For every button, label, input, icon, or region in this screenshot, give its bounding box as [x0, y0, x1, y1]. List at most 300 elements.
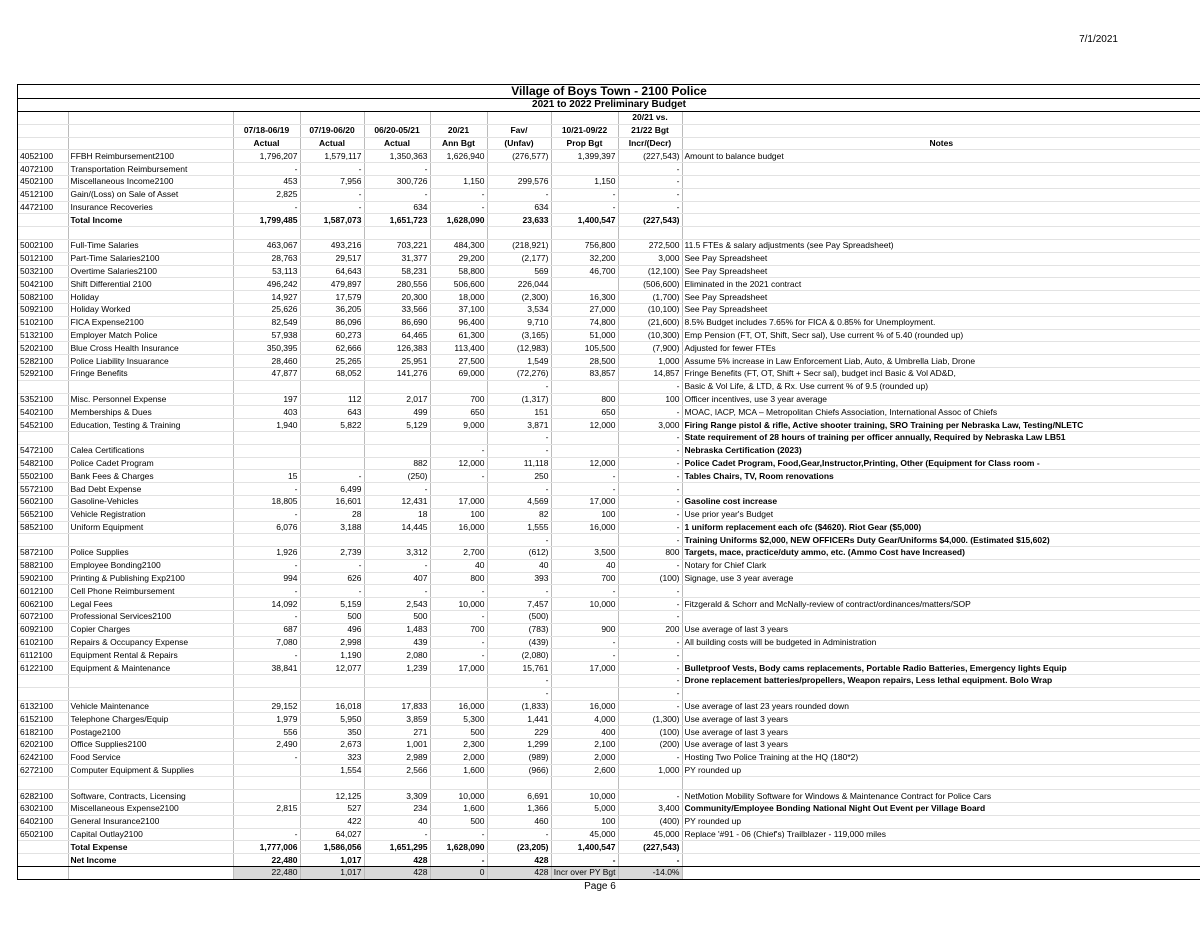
table-row: [18, 380, 1200, 393]
fav-unfav-cell: 1,366: [487, 803, 551, 816]
proposed-budget-cell: 1,150: [551, 175, 618, 188]
actual-2021-cell: [364, 431, 430, 444]
table-row: [18, 291, 1200, 304]
line-item-cell: [68, 687, 233, 700]
actual-2020-cell: [300, 687, 364, 700]
fav-unfav-cell: 428: [487, 867, 551, 879]
notes-cell: Firing Range pistol & rifle, Active shooter training, SRO Training per Nebraska Law, Testing/NLETC: [682, 419, 1200, 432]
account-code-cell: [18, 214, 68, 227]
column-header: [18, 124, 68, 137]
incr-decr-cell: (227,543): [618, 150, 682, 163]
proposed-budget-cell: [551, 227, 618, 240]
actual-2019-cell: 556: [233, 726, 300, 739]
account-code-cell: 6122100: [18, 662, 68, 675]
incr-decr-cell: -: [618, 457, 682, 470]
account-code-cell: 6282100: [18, 790, 68, 803]
notes-cell: [682, 201, 1200, 214]
line-item-cell: General Insurance2100: [68, 815, 233, 828]
actual-2019-cell: -: [233, 163, 300, 176]
report-subtitle: 2021 to 2022 Preliminary Budget: [18, 99, 1200, 112]
table-row: [18, 559, 1200, 572]
fav-unfav-cell: -: [487, 483, 551, 496]
actual-2020-cell: 36,205: [300, 303, 364, 316]
summary-row: [18, 867, 1200, 879]
column-header: [682, 124, 1200, 137]
actual-2019-cell: 7,080: [233, 636, 300, 649]
account-code-cell: 5012100: [18, 252, 68, 265]
line-item-cell: Gain/(Loss) on Sale of Asset: [68, 188, 233, 201]
fav-unfav-cell: 6,691: [487, 790, 551, 803]
column-header: [68, 137, 233, 150]
actual-2019-cell: -: [233, 201, 300, 214]
actual-2019-cell: 2,490: [233, 739, 300, 752]
account-code-cell: 5882100: [18, 559, 68, 572]
fav-unfav-cell: (1,317): [487, 393, 551, 406]
actual-2019-cell: 1,777,006: [233, 841, 300, 854]
incr-decr-cell: (21,600): [618, 316, 682, 329]
annual-budget-cell: 10,000: [430, 790, 487, 803]
table-row: [18, 342, 1200, 355]
actual-2021-cell: [364, 534, 430, 547]
fav-unfav-cell: 151: [487, 406, 551, 419]
column-header: [430, 112, 487, 124]
annual-budget-cell: 650: [430, 406, 487, 419]
notes-cell: Notary for Chief Clark: [682, 559, 1200, 572]
header-row: [18, 124, 1200, 137]
actual-2019-cell: 350,395: [233, 342, 300, 355]
actual-2021-cell: -: [364, 483, 430, 496]
annual-budget-cell: 58,800: [430, 265, 487, 278]
line-item-cell: Employee Bonding2100: [68, 559, 233, 572]
notes-cell: Nebraska Certification (2023): [682, 444, 1200, 457]
actual-2019-cell: 2,815: [233, 803, 300, 816]
column-header: Ann Bgt: [430, 137, 487, 150]
account-code-cell: 4512100: [18, 188, 68, 201]
actual-2019-cell: 6,076: [233, 521, 300, 534]
fav-unfav-cell: 15,761: [487, 662, 551, 675]
table-row: [18, 278, 1200, 291]
account-code-cell: 6202100: [18, 739, 68, 752]
notes-cell: Drone replacement batteries/propellers, Weapon repairs, Less lethal equipment. Bolo Wrap: [682, 675, 1200, 688]
annual-budget-cell: -: [430, 201, 487, 214]
actual-2021-cell: 428: [364, 867, 430, 879]
account-code-cell: 5292100: [18, 367, 68, 380]
incr-decr-cell: -: [618, 611, 682, 624]
actual-2021-cell: 280,556: [364, 278, 430, 291]
line-item-cell: Telephone Charges/Equip: [68, 713, 233, 726]
actual-2019-cell: 687: [233, 623, 300, 636]
actual-2019-cell: 1,926: [233, 547, 300, 560]
notes-cell: [682, 163, 1200, 176]
column-header: [18, 137, 68, 150]
notes-cell: Community/Employee Bonding National Night Out Event per Village Board: [682, 803, 1200, 816]
incr-decr-cell: (200): [618, 739, 682, 752]
account-code-cell: 5602100: [18, 495, 68, 508]
actual-2021-cell: 882: [364, 457, 430, 470]
table-row: [18, 777, 1200, 790]
incr-decr-cell: -: [618, 201, 682, 214]
fav-unfav-cell: (612): [487, 547, 551, 560]
account-code-cell: [18, 687, 68, 700]
account-code-cell: [18, 777, 68, 790]
proposed-budget-cell: 17,000: [551, 495, 618, 508]
annual-budget-cell: 12,000: [430, 457, 487, 470]
actual-2020-cell: 60,273: [300, 329, 364, 342]
account-code-cell: [18, 534, 68, 547]
table-row: [18, 790, 1200, 803]
annual-budget-cell: 17,000: [430, 495, 487, 508]
actual-2019-cell: [233, 431, 300, 444]
actual-2019-cell: 197: [233, 393, 300, 406]
column-header: (Unfav): [487, 137, 551, 150]
line-item-cell: Police Liability Insuarance: [68, 355, 233, 368]
account-code-cell: 6072100: [18, 611, 68, 624]
line-item-cell: [68, 867, 233, 879]
notes-cell: [682, 687, 1200, 700]
table-row: [18, 636, 1200, 649]
incr-decr-cell: -: [618, 495, 682, 508]
actual-2021-cell: 407: [364, 572, 430, 585]
column-header: 07/18-06/19: [233, 124, 300, 137]
fav-unfav-cell: (783): [487, 623, 551, 636]
account-code-cell: 6092100: [18, 623, 68, 636]
line-item-cell: [68, 380, 233, 393]
line-item-cell: Memberships & Dues: [68, 406, 233, 419]
annual-budget-cell: [430, 380, 487, 393]
actual-2020-cell: -: [300, 559, 364, 572]
line-item-cell: Total Income: [68, 214, 233, 227]
table-row: [18, 521, 1200, 534]
actual-2019-cell: 463,067: [233, 239, 300, 252]
actual-2020-cell: 5,159: [300, 598, 364, 611]
incr-decr-cell: -: [618, 649, 682, 662]
actual-2020-cell: 3,188: [300, 521, 364, 534]
actual-2021-cell: 58,231: [364, 265, 430, 278]
table-row: [18, 611, 1200, 624]
notes-cell: PY rounded up: [682, 764, 1200, 777]
actual-2020-cell: 7,956: [300, 175, 364, 188]
actual-2020-cell: 422: [300, 815, 364, 828]
actual-2021-cell: 1,651,295: [364, 841, 430, 854]
fav-unfav-cell: 634: [487, 201, 551, 214]
actual-2019-cell: -: [233, 828, 300, 841]
proposed-budget-cell: [551, 163, 618, 176]
annual-budget-cell: [430, 534, 487, 547]
annual-budget-cell: 96,400: [430, 316, 487, 329]
notes-cell: [682, 227, 1200, 240]
fav-unfav-cell: [487, 227, 551, 240]
actual-2019-cell: 25,626: [233, 303, 300, 316]
fav-unfav-cell: 250: [487, 470, 551, 483]
proposed-budget-cell: 10,000: [551, 598, 618, 611]
actual-2019-cell: 453: [233, 175, 300, 188]
proposed-budget-cell: -: [551, 636, 618, 649]
line-item-cell: Printing & Publishing Exp2100: [68, 572, 233, 585]
actual-2020-cell: [300, 534, 364, 547]
line-item-cell: Shift Differential 2100: [68, 278, 233, 291]
incr-decr-cell: 45,000: [618, 828, 682, 841]
actual-2020-cell: 496: [300, 623, 364, 636]
actual-2021-cell: 1,350,363: [364, 150, 430, 163]
account-code-cell: 6272100: [18, 764, 68, 777]
table-row: [18, 393, 1200, 406]
column-header: [551, 112, 618, 124]
proposed-budget-cell: 756,800: [551, 239, 618, 252]
actual-2021-cell: [364, 380, 430, 393]
proposed-budget-cell: 12,000: [551, 457, 618, 470]
notes-cell: Basic & Vol Life, & LTD, & Rx. Use current % of 9.5 (rounded up): [682, 380, 1200, 393]
actual-2020-cell: 16,018: [300, 700, 364, 713]
actual-2021-cell: 64,465: [364, 329, 430, 342]
account-code-cell: 4072100: [18, 163, 68, 176]
fav-unfav-cell: 11,118: [487, 457, 551, 470]
incr-decr-cell: -: [618, 521, 682, 534]
column-header: 07/19-06/20: [300, 124, 364, 137]
table-row: [18, 803, 1200, 816]
actual-2019-cell: 403: [233, 406, 300, 419]
annual-budget-cell: 2,700: [430, 547, 487, 560]
table-row: [18, 303, 1200, 316]
fav-unfav-cell: 460: [487, 815, 551, 828]
proposed-budget-cell: 16,000: [551, 700, 618, 713]
incr-decr-cell: -: [618, 687, 682, 700]
proposed-budget-cell: 16,000: [551, 521, 618, 534]
notes-cell: See Pay Spreadsheet: [682, 252, 1200, 265]
account-code-cell: [18, 431, 68, 444]
account-code-cell: 6502100: [18, 828, 68, 841]
annual-budget-cell: -: [430, 636, 487, 649]
notes-cell: Amount to balance budget: [682, 150, 1200, 163]
line-item-cell: Uniform Equipment: [68, 521, 233, 534]
incr-decr-cell: [618, 777, 682, 790]
line-item-cell: Legal Fees: [68, 598, 233, 611]
annual-budget-cell: -: [430, 611, 487, 624]
notes-cell: [682, 841, 1200, 854]
actual-2019-cell: 2,825: [233, 188, 300, 201]
incr-decr-cell: (227,543): [618, 841, 682, 854]
line-item-cell: Software, Contracts, Licensing: [68, 790, 233, 803]
incr-decr-cell: -: [618, 163, 682, 176]
actual-2019-cell: [233, 790, 300, 803]
actual-2020-cell: 12,077: [300, 662, 364, 675]
column-header: Incr/(Decr): [618, 137, 682, 150]
actual-2020-cell: 5,950: [300, 713, 364, 726]
table-row: [18, 739, 1200, 752]
actual-2020-cell: 1,017: [300, 867, 364, 879]
incr-decr-cell: -: [618, 854, 682, 867]
fav-unfav-cell: (966): [487, 764, 551, 777]
column-header: 10/21-09/22: [551, 124, 618, 137]
actual-2020-cell: 64,027: [300, 828, 364, 841]
annual-budget-cell: -: [430, 470, 487, 483]
line-item-cell: Police Supplies: [68, 547, 233, 560]
line-item-cell: Bad Debt Expense: [68, 483, 233, 496]
account-code-cell: 5092100: [18, 303, 68, 316]
actual-2021-cell: 1,483: [364, 623, 430, 636]
proposed-budget-cell: -: [551, 470, 618, 483]
incr-decr-cell: (1,300): [618, 713, 682, 726]
line-item-cell: Full-Time Salaries: [68, 239, 233, 252]
proposed-budget-cell: 74,800: [551, 316, 618, 329]
annual-budget-cell: 1,628,090: [430, 214, 487, 227]
fav-unfav-cell: [487, 163, 551, 176]
fav-unfav-cell: (218,921): [487, 239, 551, 252]
notes-cell: Adjusted for fewer FTEs: [682, 342, 1200, 355]
table-row: [18, 585, 1200, 598]
actual-2021-cell: 634: [364, 201, 430, 214]
line-item-cell: Equipment & Maintenance: [68, 662, 233, 675]
proposed-budget-cell: 32,200: [551, 252, 618, 265]
table-row: [18, 598, 1200, 611]
fav-unfav-cell: (500): [487, 611, 551, 624]
actual-2021-cell: -: [364, 828, 430, 841]
incr-decr-cell: -: [618, 431, 682, 444]
annual-budget-cell: -: [430, 444, 487, 457]
incr-decr-cell: -: [618, 751, 682, 764]
actual-2019-cell: [233, 764, 300, 777]
line-item-cell: Blue Cross Health Insurance: [68, 342, 233, 355]
fav-unfav-cell: -: [487, 675, 551, 688]
table-row: [18, 572, 1200, 585]
incr-decr-cell: 3,000: [618, 252, 682, 265]
actual-2021-cell: 271: [364, 726, 430, 739]
proposed-budget-cell: 46,700: [551, 265, 618, 278]
actual-2021-cell: 2,566: [364, 764, 430, 777]
notes-cell: Use average of last 3 years: [682, 739, 1200, 752]
annual-budget-cell: -: [430, 649, 487, 662]
actual-2020-cell: 62,666: [300, 342, 364, 355]
notes-cell: 11.5 FTEs & salary adjustments (see Pay Spreadsheet): [682, 239, 1200, 252]
account-code-cell: 5482100: [18, 457, 68, 470]
table-row: [18, 252, 1200, 265]
account-code-cell: 6132100: [18, 700, 68, 713]
fav-unfav-cell: (23,205): [487, 841, 551, 854]
actual-2019-cell: 57,938: [233, 329, 300, 342]
annual-budget-cell: 5,300: [430, 713, 487, 726]
actual-2020-cell: 2,739: [300, 547, 364, 560]
notes-cell: [682, 188, 1200, 201]
proposed-budget-cell: [551, 777, 618, 790]
notes-cell: [682, 649, 1200, 662]
proposed-budget-cell: 10,000: [551, 790, 618, 803]
actual-2021-cell: 14,445: [364, 521, 430, 534]
actual-2020-cell: 68,052: [300, 367, 364, 380]
fav-unfav-cell: 4,569: [487, 495, 551, 508]
actual-2020-cell: 25,265: [300, 355, 364, 368]
budget-table-body: [18, 112, 1200, 879]
fav-unfav-cell: (1,833): [487, 700, 551, 713]
actual-2020-cell: 1,554: [300, 764, 364, 777]
proposed-budget-cell: 83,857: [551, 367, 618, 380]
incr-decr-cell: -: [618, 508, 682, 521]
table-row: [18, 713, 1200, 726]
line-item-cell: Misc. Personnel Expense: [68, 393, 233, 406]
annual-budget-cell: -: [430, 854, 487, 867]
line-item-cell: [68, 675, 233, 688]
actual-2020-cell: 493,216: [300, 239, 364, 252]
account-code-cell: [18, 854, 68, 867]
column-header: 20/21 vs.: [618, 112, 682, 124]
proposed-budget-cell: [551, 431, 618, 444]
actual-2021-cell: 2,080: [364, 649, 430, 662]
line-item-cell: Copier Charges: [68, 623, 233, 636]
proposed-budget-cell: [551, 611, 618, 624]
account-code-cell: 6242100: [18, 751, 68, 764]
column-header: Actual: [364, 137, 430, 150]
line-item-cell: Employer Match Police: [68, 329, 233, 342]
notes-cell: NetMotion Mobility Software for Windows & Maintenance Contract for Police Cars: [682, 790, 1200, 803]
fav-unfav-cell: -: [487, 534, 551, 547]
incr-decr-cell: 1,000: [618, 355, 682, 368]
actual-2020-cell: 1,017: [300, 854, 364, 867]
line-item-cell: [68, 534, 233, 547]
incr-decr-cell: 100: [618, 393, 682, 406]
line-item-cell: Overtime Salaries2100: [68, 265, 233, 278]
incr-decr-cell: -: [618, 406, 682, 419]
incr-decr-cell: (100): [618, 572, 682, 585]
actual-2021-cell: 428: [364, 854, 430, 867]
fav-unfav-cell: (3,165): [487, 329, 551, 342]
incr-decr-cell: -: [618, 598, 682, 611]
column-header: Fav/: [487, 124, 551, 137]
account-code-cell: 5472100: [18, 444, 68, 457]
line-item-cell: Professional Services2100: [68, 611, 233, 624]
actual-2021-cell: 86,690: [364, 316, 430, 329]
notes-cell: [682, 214, 1200, 227]
proposed-budget-cell: -: [551, 585, 618, 598]
actual-2020-cell: 1,190: [300, 649, 364, 662]
column-header: [68, 112, 233, 124]
line-item-cell: [68, 777, 233, 790]
line-item-cell: Holiday Worked: [68, 303, 233, 316]
line-item-cell: [68, 227, 233, 240]
annual-budget-cell: 500: [430, 726, 487, 739]
actual-2020-cell: 6,499: [300, 483, 364, 496]
annual-budget-cell: [430, 675, 487, 688]
actual-2020-cell: -: [300, 201, 364, 214]
notes-cell: Police Cadet Program, Food,Gear,Instructor,Printing, Other (Equipment for Class room -: [682, 457, 1200, 470]
table-row: [18, 419, 1200, 432]
annual-budget-cell: 500: [430, 815, 487, 828]
actual-2020-cell: [300, 431, 364, 444]
account-code-cell: 4472100: [18, 201, 68, 214]
notes-cell: See Pay Spreadsheet: [682, 303, 1200, 316]
fav-unfav-cell: -: [487, 188, 551, 201]
account-code-cell: 6012100: [18, 585, 68, 598]
notes-cell: Use average of last 3 years: [682, 623, 1200, 636]
column-header: [682, 112, 1200, 124]
actual-2019-cell: 22,480: [233, 854, 300, 867]
fav-unfav-cell: 569: [487, 265, 551, 278]
account-code-cell: 6102100: [18, 636, 68, 649]
column-header: [300, 112, 364, 124]
line-item-cell: Postage2100: [68, 726, 233, 739]
fav-unfav-cell: 40: [487, 559, 551, 572]
table-row: [18, 764, 1200, 777]
incr-decr-cell: (227,543): [618, 214, 682, 227]
table-row: [18, 201, 1200, 214]
notes-cell: Use average of last 3 years: [682, 713, 1200, 726]
actual-2020-cell: 479,897: [300, 278, 364, 291]
budget-table: [18, 112, 1200, 879]
actual-2021-cell: 40: [364, 815, 430, 828]
notes-cell: Signage, use 3 year average: [682, 572, 1200, 585]
actual-2021-cell: 500: [364, 611, 430, 624]
proposed-budget-cell: [551, 675, 618, 688]
actual-2021-cell: 33,566: [364, 303, 430, 316]
notes-cell: Use average of last 3 years: [682, 726, 1200, 739]
fav-unfav-cell: 23,633: [487, 214, 551, 227]
